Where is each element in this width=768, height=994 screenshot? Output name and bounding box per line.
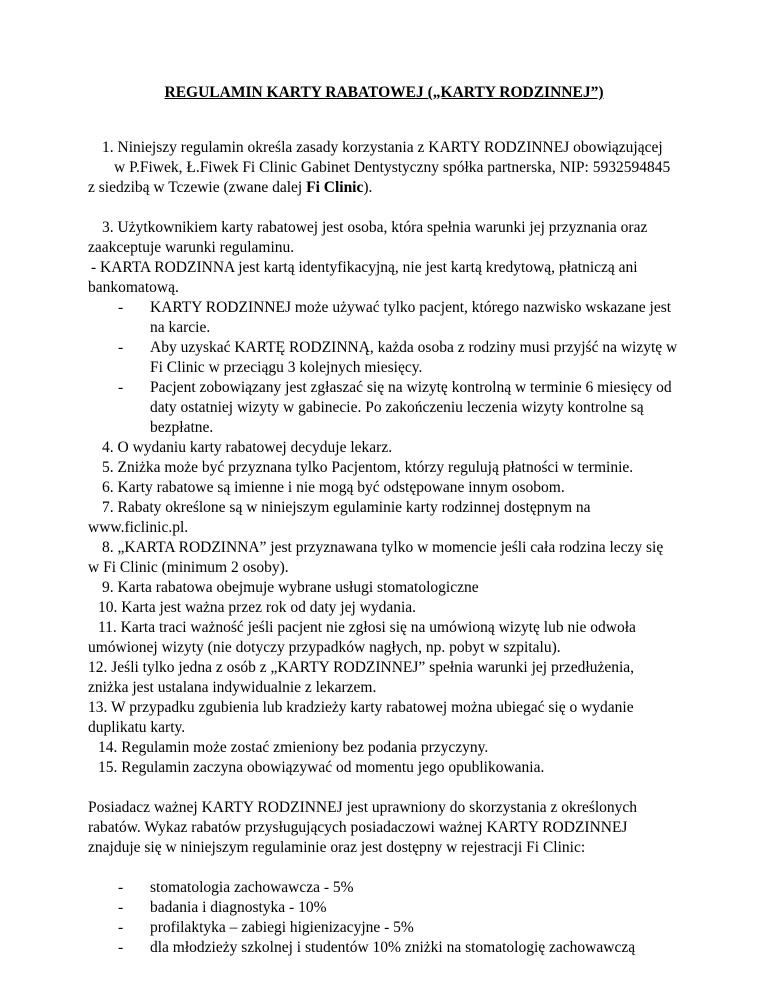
clause-11-line-2: umówionej wizyty (nie dotyczy przypadków nagłych, np. pobyt w szpitalu). [88, 639, 561, 656]
closing-line-2: rabatów. Wykaz rabatów przysługujących posiadaczowi ważnej KARTY RODZINNEJ [88, 819, 628, 836]
dash-marker: - [118, 339, 124, 356]
clause-3-line-3: - KARTA RODZINNA jest kartą identyfikacyjną, nie jest kartą kredytową, płatniczą ani [91, 259, 638, 276]
clause-1-line-1: 1. Niniejszy regulamin określa zasady korzystania z KARTY RODZINNEJ obowiązującej [102, 139, 663, 156]
clause-1-line-3-text: z siedzibą w Tczewie (zwane dalej [88, 179, 307, 196]
dash-item-3-line-3: bezpłatne. [150, 419, 214, 436]
dash-marker: - [118, 899, 124, 916]
clause-11-line-1: 11. Karta traci ważność jeśli pacjent nie zgłosi się na umówioną wizytę lub nie odwoła [98, 619, 636, 636]
clause-5: 5. Zniżka może być przyznana tylko Pacjentom, którzy regulują płatności w terminie. [102, 459, 634, 476]
clause-13-line-2: duplikatu karty. [88, 719, 186, 736]
fi-clinic-bold: Fi Clinic [306, 179, 364, 196]
clause-8-line-1: 8. „KARTA RODZINNA” jest przyznawana tylko w momencie jeśli cała rodzina leczy się [102, 539, 664, 556]
discount-item: profilaktyka – zabiegi higienizacyjne - 5% [150, 919, 414, 936]
dash-item-1-line-1: KARTY RODZINNEJ może używać tylko pacjent, którego nazwisko wskazane jest [150, 299, 672, 316]
dash-item-3-line-2: daty ostatniej wizyty w gabinecie. Po zakończeniu leczenia wizyty kontrolne są [150, 399, 644, 416]
clause-7-line-2: www.ficlinic.pl. [88, 519, 189, 536]
clause-3-line-4: bankomatową. [88, 279, 179, 296]
closing-line-1: Posiadacz ważnej KARTY RODZINNEJ jest uprawniony do skorzystania z określonych [88, 799, 638, 816]
clause-9: 9. Karta rabatowa obejmuje wybrane usługi stomatologiczne [102, 579, 479, 596]
clause-15: 15. Regulamin zaczyna obowiązywać od momentu jego opublikowania. [98, 759, 545, 776]
dash-marker: - [118, 939, 124, 956]
clause-3-line-1: 3. Użytkownikiem karty rabatowej jest osoba, która spełnia warunki jej przyznania oraz [102, 219, 648, 236]
clause-12-line-2: zniżka jest ustalana indywidualnie z lekarzem. [88, 679, 377, 696]
clause-1-line-3 [88, 178, 372, 198]
dash-item-2-line-1: Aby uzyskać KARTĘ RODZINNĄ, każda osoba z rodziny musi przyjść na wizytę w [150, 339, 678, 356]
discount-item: dla młodzieży szkolnej i studentów 10% zniżki na stomatologię zachowawczą [150, 939, 636, 956]
discount-item: stomatologia zachowawcza - 5% [150, 879, 354, 896]
dash-item-1-line-2: na karcie. [150, 319, 211, 336]
clause-10: 10. Karta jest ważna przez rok od daty jej wydania. [98, 599, 417, 616]
clause-1-line-2: w P.Fiwek, Ł.Fiwek Fi Clinic Gabinet Dentystyczny spółka partnerska, NIP: 5932594845 [114, 159, 671, 176]
clause-12-line-1: 12. Jeśli tylko jedna z osób z „KARTY RODZINNEJ” spełnia warunki jej przedłużenia, [88, 659, 635, 676]
dash-item-2-line-2: Fi Clinic w przeciągu 3 kolejnych miesięcy. [150, 359, 423, 376]
dash-item-3-line-1: Pacjent zobowiązany jest zgłaszać się na wizytę kontrolną w terminie 6 miesięcy od [150, 379, 672, 396]
clause-3-line-2: zaakceptuje warunki regulaminu. [88, 239, 295, 256]
clause-6: 6. Karty rabatowe są imienne i nie mogą być odstępowane innym osobom. [102, 479, 565, 496]
clause-8-line-2: w Fi Clinic (minimum 2 osoby). [88, 559, 289, 576]
discount-item: badania i diagnostyka - 10% [150, 899, 327, 916]
clause-14: 14. Regulamin może zostać zmieniony bez podania przyczyny. [98, 739, 489, 756]
closing-line-3: znajduje się w niniejszym regulaminie oraz jest dostępny w rejestracji Fi Clinic: [88, 839, 586, 856]
document-title: REGULAMIN KARTY RABATOWEJ („KARTY RODZINNEJ”) [164, 84, 604, 101]
clause-4: 4. O wydaniu karty rabatowej decyduje lekarz. [102, 439, 393, 456]
clause-1-line-3-end: ). [363, 179, 373, 196]
dash-marker: - [118, 299, 124, 316]
dash-marker: - [118, 379, 124, 396]
clause-13-line-1: 13. W przypadku zgubienia lub kradzieży karty rabatowej można ubiegać się o wydanie [88, 699, 634, 716]
dash-marker: - [118, 879, 124, 896]
dash-marker: - [118, 919, 124, 936]
clause-7-line-1: 7. Rabaty określone są w niniejszym egulaminie karty rodzinnej dostępnym na [102, 499, 591, 516]
